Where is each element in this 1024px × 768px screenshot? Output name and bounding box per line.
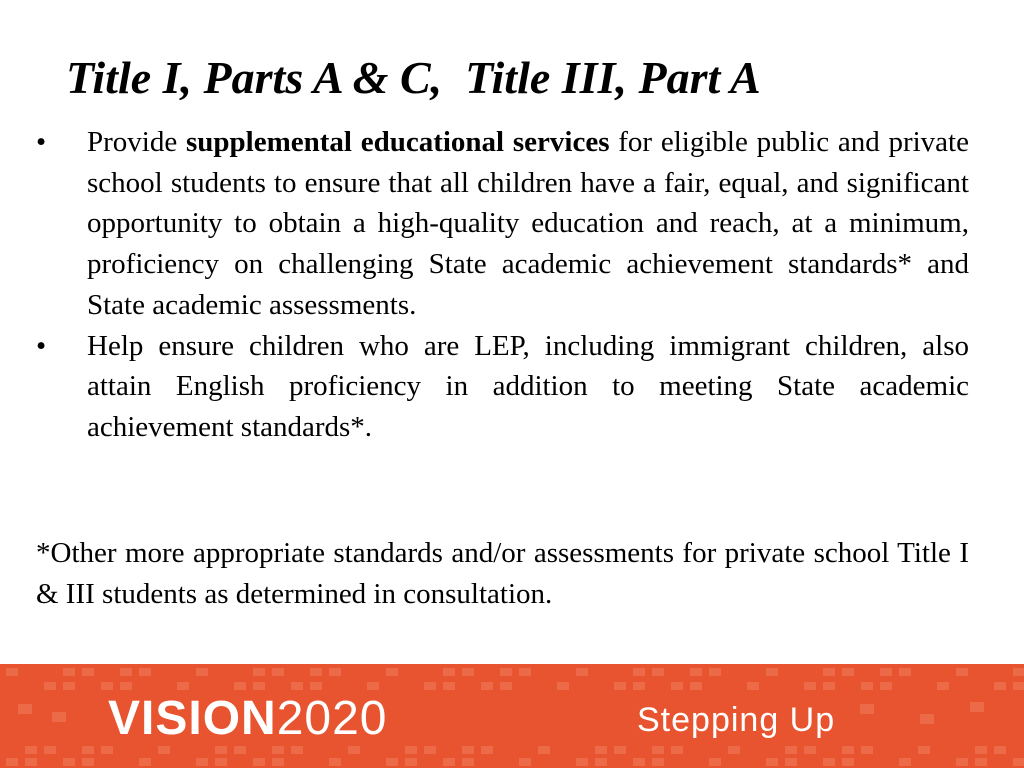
bullet-text-emphasis: supplemental educational services [185, 126, 610, 158]
bullet-item-lep [36, 326, 969, 448]
logo-year-text: 2020 [276, 692, 388, 745]
slide-title: Title I, Parts A & C, Title III, Part A [66, 52, 761, 103]
bullet-icon: • [36, 329, 47, 362]
bullet-text: Help ensure children who are LEP, including immigrant children, also attain English proficiency in addition to meeting State academic achievement standards*. [87, 329, 969, 443]
bullet-list [36, 122, 969, 448]
tagline: Stepping Up [637, 701, 836, 739]
bullet-text-rest: for eligible public and private school students to ensure that all children have a fair, equal, and significant opportunity to obtain a high-quality education and reach, at a minimum, proficiency on challenging State academic achievement standards* and State academic assessments. [87, 126, 969, 321]
bullet-text-lead: Provide [87, 126, 186, 158]
footer-banner [0, 664, 1024, 768]
bullet-icon: • [36, 126, 47, 158]
bullet-item-services [36, 122, 969, 326]
footnote: *Other more appropriate standards and/or assessments for private school Title I & III students as determined in consultation. [36, 537, 969, 610]
vision-2020-logo [108, 694, 387, 744]
logo-vision-text: VISION [108, 692, 277, 745]
